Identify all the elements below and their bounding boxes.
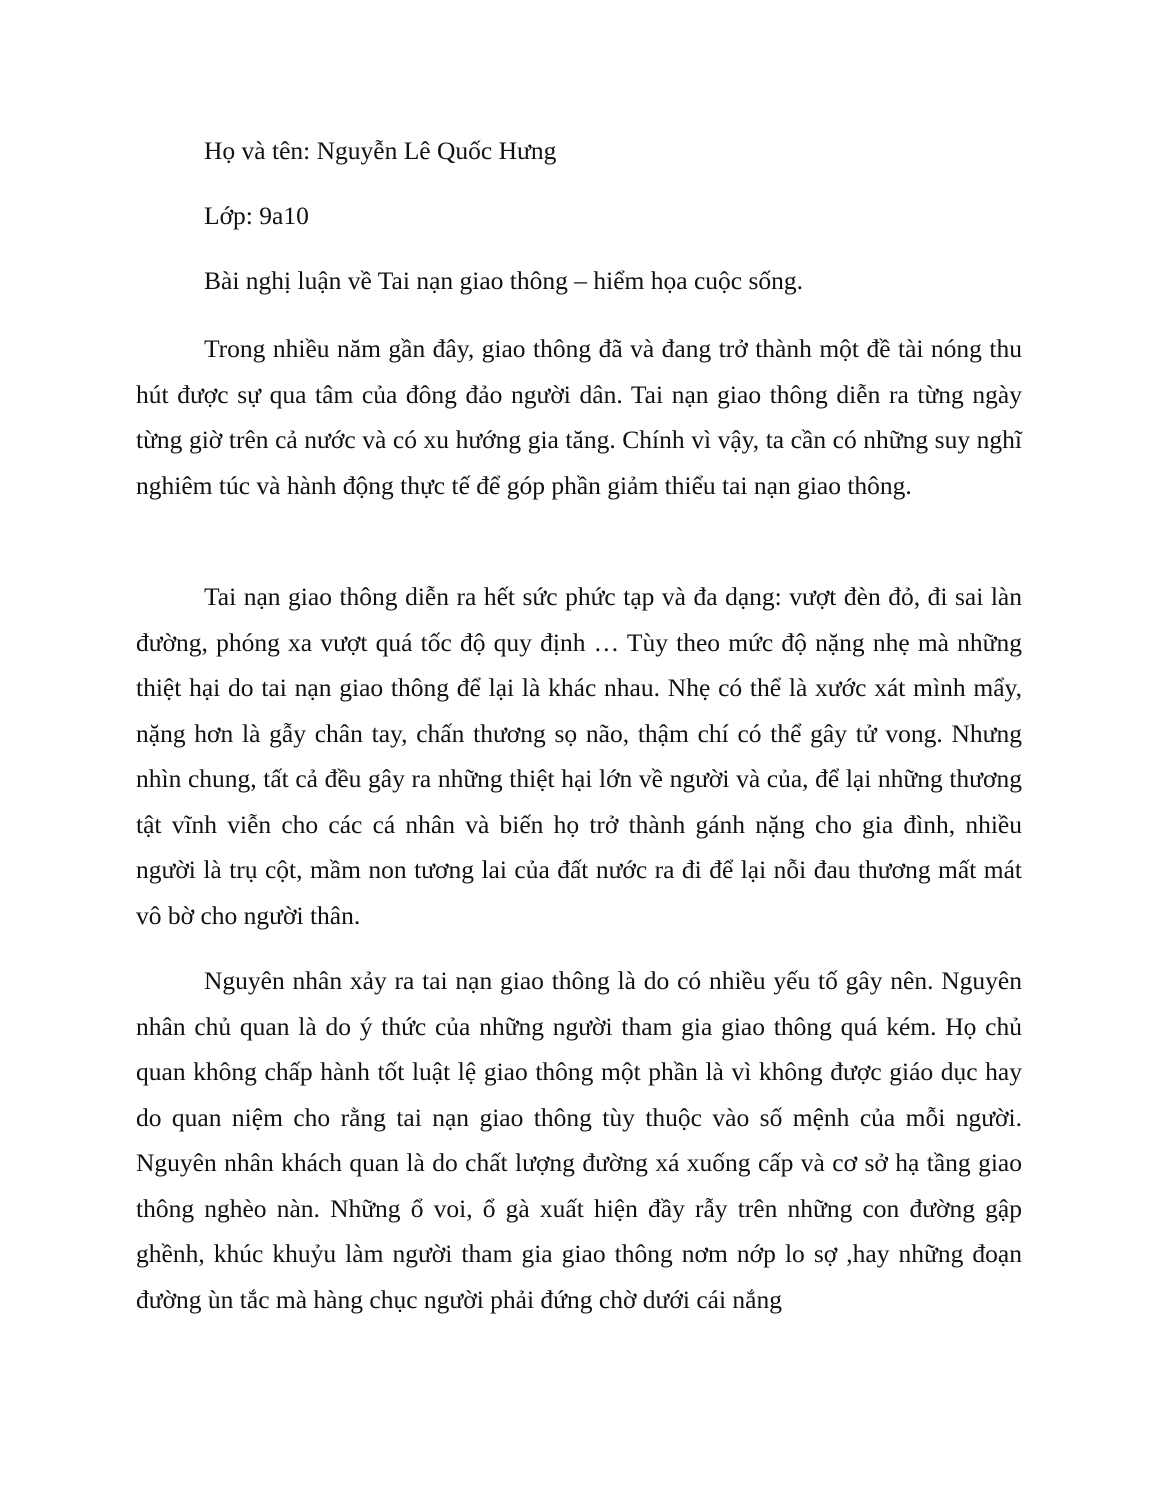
student-name-line: Họ và tên: Nguyễn Lê Quốc Hưng (204, 136, 557, 165)
essay-title: Bài nghị luận về Tai nạn giao thông – hiểm họa cuộc sống. (204, 266, 804, 295)
class-line: Lớp: 9a10 (204, 201, 309, 230)
paragraph-causes: Nguyên nhân xảy ra tai nạn giao thông là do có nhiều yếu tố gây nên. Nguyên nhân chủ quan là do ý thức của những người tham gia giao thông quá kém. Họ chủ quan không chấp hành tốt luật lệ giao thông một phần là vì không được giáo dục hay do quan niệm cho rằng tai nạn giao thông tùy thuộc vào số mệnh của mỗi người. Nguyên nhân khách quan là do chất lượng đường xá xuống cấp và cơ sở hạ tầng giao thông nghèo nàn. Những ổ voi, ổ gà xuất hiện đầy rẫy trên những con đường gập ghềnh, khúc khuỷu làm người tham gia giao thông nơm nớp lo sợ ,hay những đoạn đường ùn tắc mà hàng chục người phải đứng chờ dưới cái nắng (136, 966, 1022, 1314)
paragraph-consequences: Tai nạn giao thông diễn ra hết sức phức tạp và đa dạng: vượt đèn đỏ, đi sai làn đường, phóng xa vượt quá tốc độ quy định … Tùy theo mức độ nặng nhẹ mà những thiệt hại do tai nạn giao thông để lại là khác nhau. Nhẹ có thể là xước xát mình mẩy, nặng hơn là gẫy chân tay, chấn thương sọ não, thậm chí có thể gây tử vong. Nhưng nhìn chung, tất cả đều gây ra những thiệt hại lớn về người và của, để lại những thương tật vĩnh viễn cho các cá nhân và biến họ trở thành gánh nặng cho gia đình, nhiều người là trụ cột, mầm non tương lai của đất nước ra đi để lại nỗi đau thương mất mát vô bờ cho người thân. (136, 582, 1022, 930)
paragraph-introduction: Trong nhiều năm gần đây, giao thông đã và đang trở thành một đề tài nóng thu hút được sự qua tâm của đông đảo người dân. Tai nạn giao thông diễn ra từng ngày từng giờ trên cả nước và có xu hướng gia tăng. Chính vì vậy, ta cần có những suy nghĩ nghiêm túc và hành động thực tế để góp phần giảm thiểu tai nạn giao thông. (136, 334, 1022, 500)
